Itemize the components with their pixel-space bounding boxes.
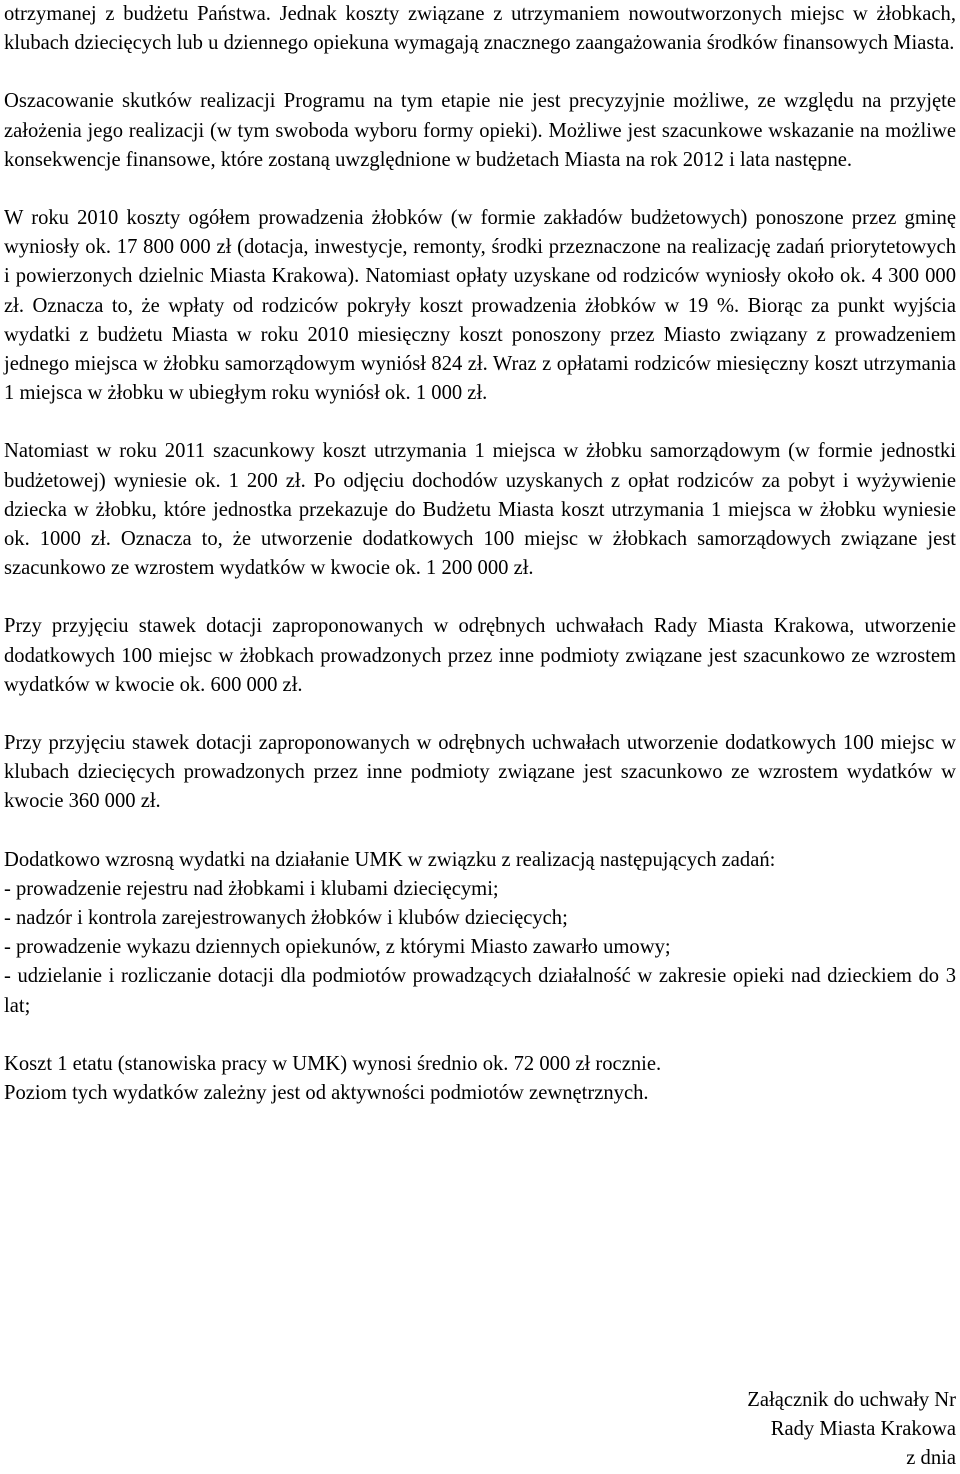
- task-list-item: - udzielanie i rozliczanie dotacji dla podmiotów prowadzących działalność w zakresie opieki nad dzieckiem do 3 lat;: [4, 965, 956, 1017]
- document-body: [4, 0, 956, 1108]
- footer-council-line: Rady Miasta Krakowa: [770, 1418, 956, 1441]
- paragraph-intro-continuation: otrzymanej z budżetu Państwa. Jednak koszty związane z utrzymaniem nowoutworzonych miejsc w żłobkach, klubach dziecięcych lub u dziennego opiekuna wymagają znacznego zaangażowania środków finansowych Miasta.: [4, 3, 956, 55]
- paragraph-subsidy-clubs: Przy przyjęciu stawek dotacji zaproponowanych w odrębnych uchwałach utworzenie dodatkowych 100 miejsc w klubach dziecięcych prowadzonych przez inne podmioty związane jest szacunkowo ze wzrostem wydatków w kwocie 360 000 zł.: [4, 732, 956, 813]
- closing-line-etat-cost: Koszt 1 etatu (stanowiska pracy w UMK) wynosi średnio ok. 72 000 zł rocznie.: [4, 1052, 662, 1075]
- task-list-item: - prowadzenie rejestru nad żłobkami i klubami dziecięcymi;: [4, 877, 499, 900]
- closing-line-expense-level: Poziom tych wydatków zależny jest od aktywności podmiotów zewnętrznych.: [4, 1082, 649, 1105]
- paragraph-costs-2010: W roku 2010 koszty ogółem prowadzenia żłobków (w formie zakładów budżetowych) ponoszone przez gminę wyniosły ok. 17 800 000 zł (dotacja, inwestycje, remonty, środki przeznaczone na realizację zadań priorytetowych i powierzonych dzielnic Miasta Krakowa). Natomiast opłaty uzyskane od rodziców wyniosły około ok. 4 300 000 zł. Oznacza to, że wpłaty od rodziców pokryły koszt prowadzenia żłobków w 19 %. Biorąc za punkt wyjścia wydatki z budżetu Miasta w roku 2010 miesięczny koszt ponoszony przez Miasto związany z prowadzeniem jednego miejsca w żłobku samorządowym wyniósł 824 zł. Wraz z opłatami rodziców miesięczny koszt utrzymania 1 miejsca w żłobku w ubiegłym roku wyniósł ok. 1 000 zł.: [4, 207, 956, 405]
- task-list-item: - nadzór i kontrola zarejestrowanych żłobków i klubów dziecięcych;: [4, 907, 568, 930]
- paragraph-costs-2011: Natomiast w roku 2011 szacunkowy koszt utrzymania 1 miejsca w żłobku samorządowym (w formie jednostki budżetowej) wyniesie ok. 1 200 zł. Po odjęciu dochodów uzyskanych z opłat rodziców za pobyt i wyżywienie dziecka w żłobku, które jednostka przekazuje do Budżetu Miasta koszt utrzymania 1 miejsca w żłobku wyniesie ok. 1000 zł. Oznacza to, że utworzenie dodatkowych 100 miejsc w żłobkach samorządowych związane jest szacunkowo ze wzrostem wydatków w kwocie ok. 1 200 000 zł.: [4, 440, 956, 580]
- task-list-item: - prowadzenie wykazu dziennych opiekunów, z którymi Miasto zawarło umowy;: [4, 936, 671, 959]
- paragraph-estimation: Oszacowanie skutków realizacji Programu na tym etapie nie jest precyzyjnie możliwe, ze względu na przyjęte założenia jego realizacji (w tym swoboda wyboru formy opieki). Możliwe jest szacunkowe wskazanie na możliwe konsekwencje finansowe, które zostaną uwzględnione w budżetach Miasta na rok 2012 i lata następne.: [4, 90, 956, 171]
- paragraph-subsidy-nurseries: Przy przyjęciu stawek dotacji zaproponowanych w odrębnych uchwałach Rady Miasta Krakowa, utworzenie dodatkowych 100 miejsc w żłobkach prowadzonych przez inne podmioty związane jest szacunkowo ze wzrostem wydatków w kwocie ok. 600 000 zł.: [4, 615, 956, 696]
- additional-tasks-intro: Dodatkowo wzrosną wydatki na działanie UMK w związku z realizacją następujących zadań:: [4, 848, 776, 871]
- footer-date-line: z dnia: [906, 1447, 956, 1470]
- footer-attachment-line: Załącznik do uchwały Nr: [747, 1389, 956, 1411]
- attachment-footer: [747, 1386, 956, 1474]
